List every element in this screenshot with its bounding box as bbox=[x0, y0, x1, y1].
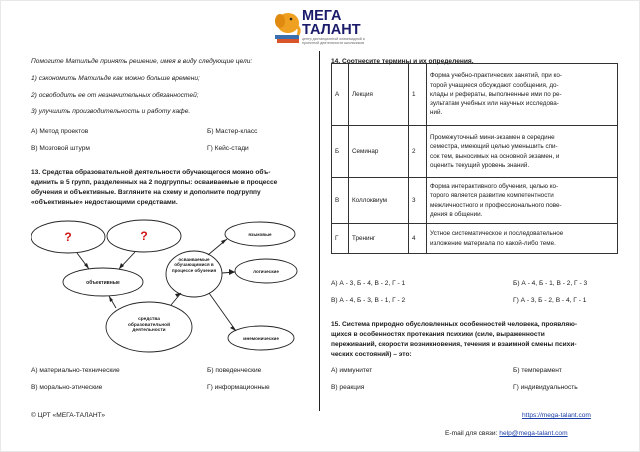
row-definition: Форма интерактивного обучения, целью ко- торого является развитие компетентности межличностного и профессионального пове- дения в общении. bbox=[427, 178, 618, 224]
footer-email-row bbox=[445, 429, 568, 438]
q12-option-c[interactable]: В) Мозговой штурм bbox=[31, 145, 90, 152]
q14-option-d[interactable]: Г) А - 3, Б - 2, В - 4, Г - 1 bbox=[513, 297, 587, 304]
row-term: Лекция bbox=[349, 64, 409, 126]
footer-copyright: © ЦРТ «МЕГА-ТАЛАНТ» bbox=[31, 412, 106, 419]
row-definition: Промежуточный мини-экзамен в середине семестра, имеющий целью уменьшить спи- сок тем, выносимых на основной экзамен, и оценить текущий уровень знаний. bbox=[427, 126, 618, 178]
row-letter: В bbox=[332, 178, 349, 224]
q14-option-b[interactable]: Б) А - 4, Б - 1, В - 2, Г - 3 bbox=[513, 280, 588, 287]
q14-option-c[interactable]: В) А - 4, Б - 3, В - 1, Г - 2 bbox=[331, 297, 406, 304]
q15-option-b[interactable]: Б) темперамент bbox=[513, 367, 562, 374]
q13-line-2: единить в 5 групп, разделенных на 2 подгруппы: осваиваемые в процессе bbox=[31, 179, 278, 186]
row-num: 2 bbox=[409, 126, 427, 178]
q15-line-2: щихся в особенностях протекания психики (силе, выраженности bbox=[331, 331, 545, 338]
brand-tagline: центр дистанционной олимпиадной и проектной деятельности школьников bbox=[302, 37, 365, 45]
goal-1: 1) сэкономить Матильде как можно больше времени; bbox=[31, 75, 200, 82]
row-num: 3 bbox=[409, 178, 427, 224]
brand-name: МЕГА ТАЛАНТ bbox=[302, 8, 361, 38]
elephant-logo-icon bbox=[272, 7, 302, 47]
q13-option-d[interactable]: Г) информационные bbox=[207, 384, 270, 391]
mastered-label: осваиваемые обучающимися в процессе обучения bbox=[171, 257, 217, 273]
q12-option-d[interactable]: Г) Кейс-стади bbox=[207, 145, 249, 152]
unknown-mark-2: ? bbox=[140, 229, 148, 243]
row-term: Семинар bbox=[349, 126, 409, 178]
q15-line-1: 15. Система природно обусловленных особенностей человека, проявляю- bbox=[331, 321, 578, 328]
objective-label: объективные bbox=[86, 280, 120, 286]
goal-2: 2) освободить ее от незначительных обязанностей; bbox=[31, 92, 199, 99]
q15-line-4: ческих состояний) – это: bbox=[331, 351, 412, 358]
q13-option-c[interactable]: В) морально-этические bbox=[31, 384, 103, 391]
row-term: Тренинг bbox=[349, 224, 409, 254]
row-letter: А bbox=[332, 64, 349, 126]
row-letter: Б bbox=[332, 126, 349, 178]
q14-option-a[interactable]: А) А - 3, Б - 4, В - 2, Г - 1 bbox=[331, 280, 406, 287]
row-num: 4 bbox=[409, 224, 427, 254]
q15-line-3: переживаний, скорости возникновения, течения и взаимной смены психи- bbox=[331, 341, 577, 348]
q12-option-b[interactable]: Б) Мастер-класс bbox=[207, 128, 258, 135]
q15-option-d[interactable]: Г) индивидуальность bbox=[513, 384, 578, 391]
row-letter: Г bbox=[332, 224, 349, 254]
means-diagram bbox=[31, 213, 299, 353]
logical-label: логические bbox=[253, 269, 279, 274]
brand-logo bbox=[272, 7, 382, 51]
table-row bbox=[332, 224, 618, 254]
q14-title: 14. Соотнесите термины и их определения. bbox=[331, 58, 474, 65]
footer-site-link[interactable]: https://mega-talant.com bbox=[522, 412, 591, 419]
q15-option-c[interactable]: В) реакция bbox=[331, 384, 365, 391]
column-divider bbox=[319, 51, 320, 411]
row-num: 1 bbox=[409, 64, 427, 126]
footer-email-link[interactable]: help@mega-talant.com bbox=[499, 430, 568, 437]
footer-email-label: E-mail для связи: bbox=[445, 430, 498, 437]
q13-line-3: обучения и объективные. Взгляните на схему и дополните подгруппу bbox=[31, 189, 261, 196]
table-row bbox=[332, 178, 618, 224]
verbal-label: языковые bbox=[248, 232, 272, 237]
table-row bbox=[332, 126, 618, 178]
table-row bbox=[332, 64, 618, 126]
q15-option-a[interactable]: А) иммунитет bbox=[331, 367, 373, 374]
q13-option-a[interactable]: А) материально-технические bbox=[31, 367, 120, 374]
q12-option-a[interactable]: А) Метод проектов bbox=[31, 128, 89, 135]
row-definition: Устное систематическое и последовательное изложение материала по какой-либо теме. bbox=[427, 224, 618, 254]
goal-3: 3) улучшить производительность и работу кафе. bbox=[31, 108, 191, 115]
terms-table bbox=[331, 63, 618, 254]
goals-intro: Помогите Матильде принять решение, имея в виду следующие цели: bbox=[31, 58, 253, 65]
mnemonic-label: мнемонические bbox=[243, 336, 279, 341]
unknown-mark-1: ? bbox=[64, 230, 72, 244]
row-definition: Форма учебно-практических занятий, при ко- торой учащиеся обсуждают сообщения, до- клады и рефераты, выполненные ими по ре- зультатам учебных или научных исследова- ний. bbox=[427, 64, 618, 126]
q13-option-b[interactable]: Б) поведенческие bbox=[207, 367, 262, 374]
q13-line-4: «объективные» недостающими средствами. bbox=[31, 199, 178, 206]
q13-line-1: 13. Средства образовательной деятельности обучающегося можно объ- bbox=[31, 169, 271, 176]
row-term: Коллоквиум bbox=[349, 178, 409, 224]
means-label: средства образовательной деятельности bbox=[127, 317, 171, 334]
